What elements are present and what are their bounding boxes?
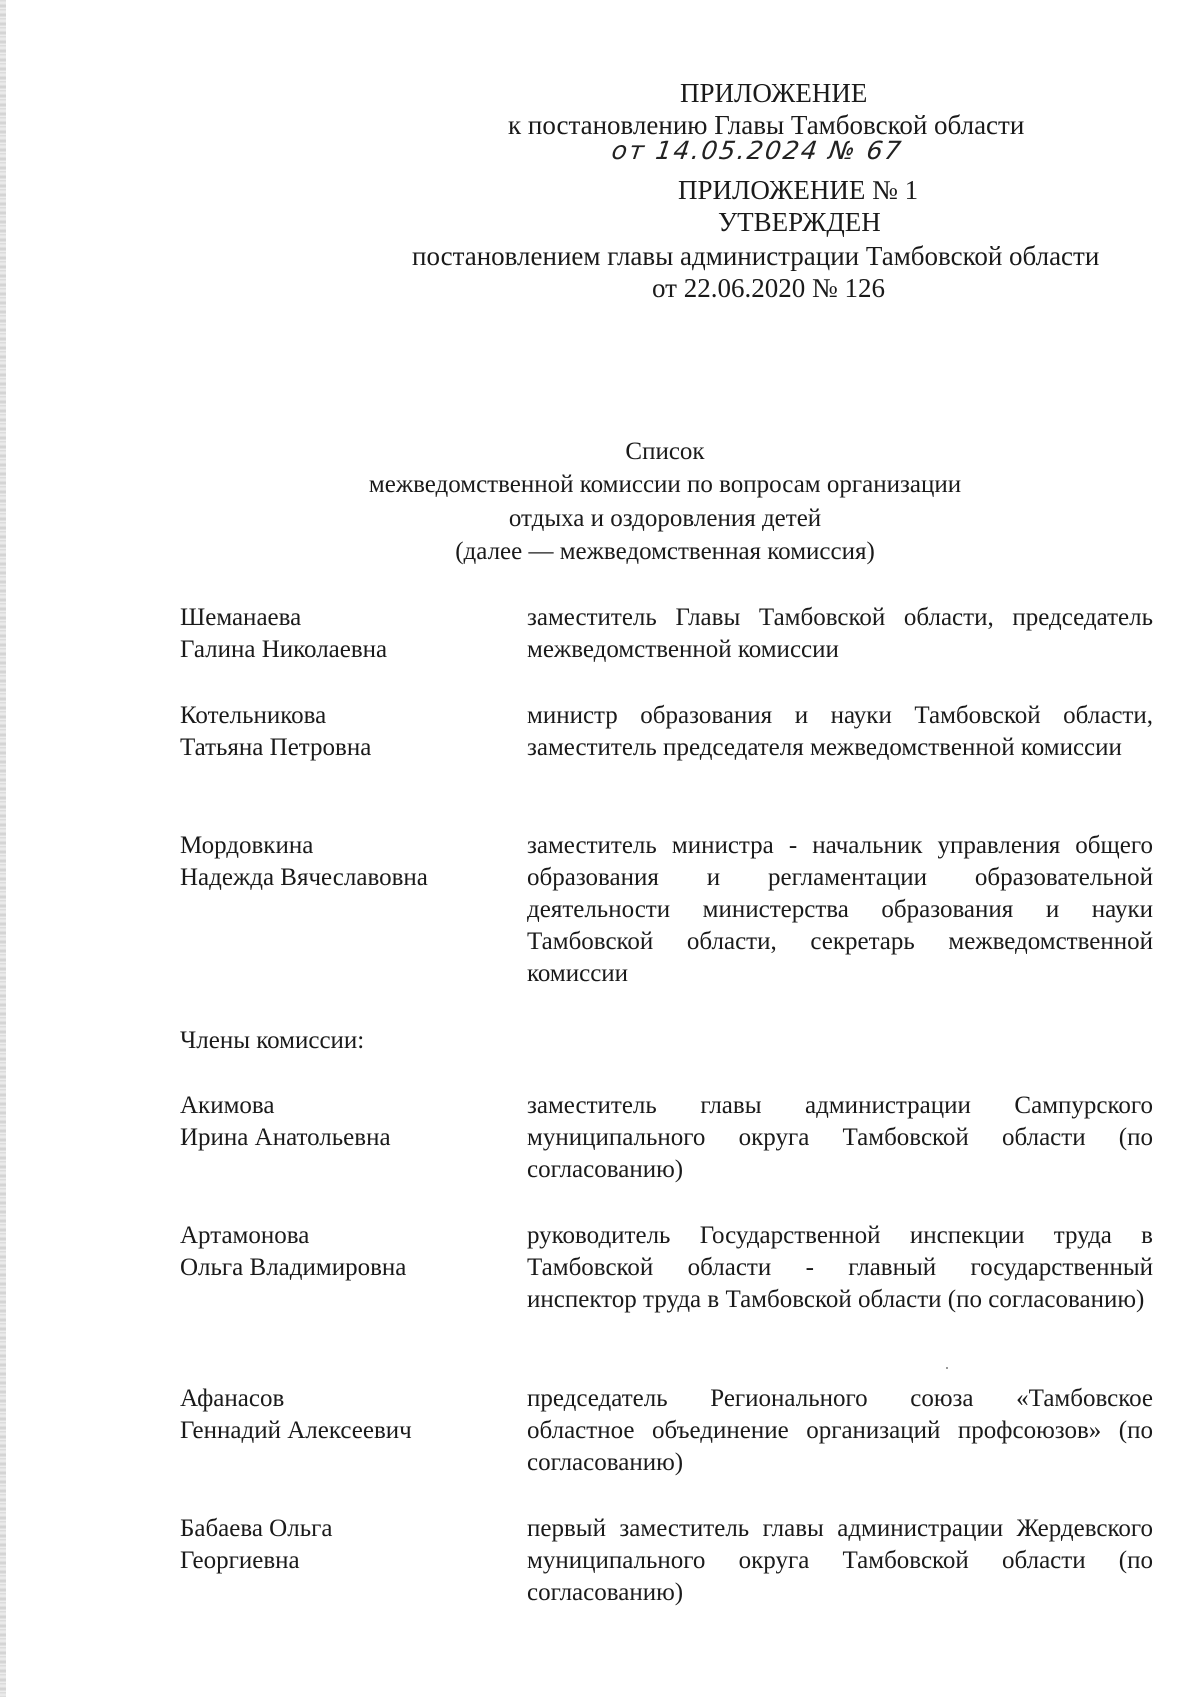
member-name: Афанасов Геннадий Алексеевич (180, 1385, 412, 1444)
member-name: Артамонова Ольга Владимировна (180, 1222, 407, 1281)
member-role: министр образования и науки Тамбовской области, заместитель председателя межведомственной комиссии (527, 702, 1153, 761)
title-line-2: межведомственной комиссии по вопросам организации (368, 471, 962, 498)
approved-by: постановлением главы администрации Тамбовской области (412, 241, 1100, 271)
member-role: руководитель Государственной инспекции труда в Тамбовской области - главный государственный инспектор труда в Тамбовской области (по согласованию) (527, 1222, 1153, 1313)
member-role: председатель Регионального союза «Тамбовское областное объединение организаций профсоюзов» (по согласованию) (527, 1385, 1153, 1476)
appendix-number: ПРИЛОЖЕНИЕ № 1 (678, 175, 919, 205)
member-role: заместитель министра - начальник управления общего образования и регламентации образовательной деятельности министерства образования и науки Тамбовской области, секретарь межведомственной комиссии (527, 832, 1153, 987)
member-name: Акимова Ирина Анатольевна (180, 1092, 391, 1151)
handwritten-date-number: от 14.05.2024 № 67 (609, 136, 905, 165)
approved-stamp: УТВЕРЖДЕН (718, 207, 881, 237)
title-line-1: Список (625, 438, 705, 465)
member-role: заместитель Главы Тамбовской области, председатель межведомственной комиссии (527, 604, 1153, 663)
member-name: Шеманаева Галина Николаевна (180, 604, 388, 663)
member-name: Бабаева Ольга Георгиевна (180, 1515, 333, 1574)
member-role: первый заместитель главы администрации Жердевского муниципального округа Тамбовской области (по согласованию) (527, 1515, 1153, 1606)
member-name: Котельникова Татьяна Петровна (180, 702, 372, 761)
members-label: Члены комиссии: (180, 1027, 365, 1054)
title-line-4: (далее — межведомственная комиссия) (455, 538, 875, 565)
appendix-heading: ПРИЛОЖЕНИЕ (680, 78, 868, 108)
member-name: Мордовкина Надежда Вячеславовна (180, 832, 428, 891)
member-role: заместитель главы администрации Сампурского муниципального округа Тамбовской области (по согласованию) (527, 1092, 1153, 1183)
decree-reference: к постановлению Главы Тамбовской области (508, 110, 1025, 140)
title-line-3: отдыха и оздоровления детей (508, 505, 822, 532)
approved-date: от 22.06.2020 № 126 (652, 273, 885, 303)
scan-edge (0, 0, 6, 1697)
scan-speck (946, 1367, 948, 1369)
